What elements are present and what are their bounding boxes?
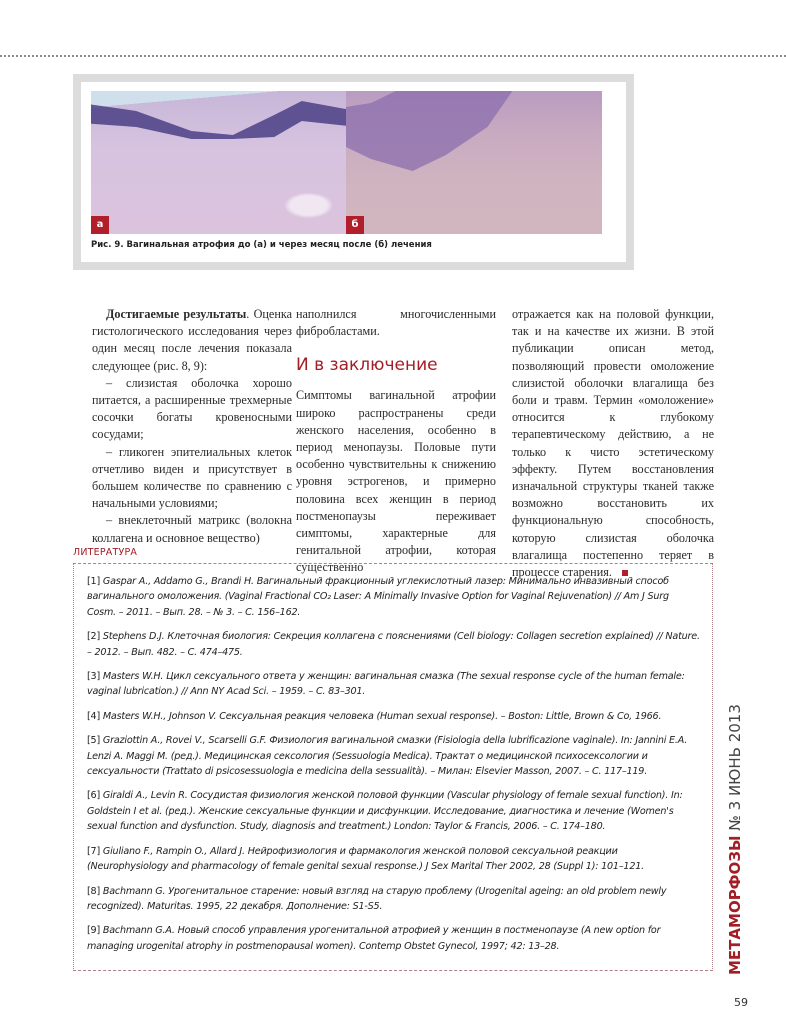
reference-number: [1] [87,576,100,587]
reference-text: Giuliano F., Rampin O., Allard J. Нейрофизиология и фармакология женской половой сексуальной реакции (Neurophysiology and pharmacology of female genital sexual response.) J Sex Marital Ther 2002, 28 (Suppl 1): 101–121. [87,845,644,873]
results-paragraph [92,306,292,375]
panel-label-b: б [346,216,364,234]
conclusion-continuation-text: отражается как на половой функции, так и на качестве их жизни. В этой публикации описан метод, позволяющий провести омоложение слизистой оболочки влагалища без боли и травм. Термин «омоложение» относится к глубокому терапевтическому действию, а не только к чисто эстетическому эффекту. Путем восстановления изначальной структуры тканей также возможно восстановить их функциональную способность, которую слизистая оболочка влагалища постепенно теряет в процессе старения. [512,307,714,580]
reference-text: Masters W.H., Johnson V. Сексуальная реакция человека (Human sexual response). – Boston: Little, Brown & Co, 1966. [102,710,662,722]
results-item-2: – гликоген эпителиальных клеток отчетливо виден и присутствует в большем количестве по сравнению с начальными условиями; [92,444,292,511]
reference-item [87,884,700,915]
reference-text: Masters W.H. Цикл сексуального ответа у женщин: вагинальная смазка (The sexual response cycle of the human female: vaginal lubrication.) // Ann NY Acad Sci. – 1959. – С. 83–301. [87,671,685,698]
reference-item [87,669,700,700]
reference-text: Gaspar A., Addamo G., Brandi H. Вагинальный фракционный углекислотный лазер: Минимально инвазивный способ вагинального омоложения. (Vaginal Fractional CO₂ Laser: A Minimally Invasive Option for Vaginal Rejuvenation) // Am J Surg Cosm. – 2011. – Вып. 28. – № 3. – С. 156–162. [87,576,669,618]
reference-text: Bachmann G. Урогенитальное старение: новый взгляд на старую проблему (Urogenital ageing: an old problem newly recognized). Maturitas. 1995, 22 декабря. Дополнение: S1-S5. [87,885,667,912]
references-box [73,563,713,971]
text-column-3 [512,306,714,581]
reference-item [87,574,700,620]
results-intro: . Оценка гистологического исследования через один месяц после лечения показала следующее (рис. 8, 9): [92,307,292,373]
text-column-1 [92,306,292,547]
reference-number: [8] [87,885,100,897]
results-lead: Достигаемые результаты [106,307,247,321]
reference-item [87,629,700,660]
reference-number: [5] [87,735,100,747]
reference-number: [7] [87,845,100,857]
continuation-text: наполнился многочисленными фибробластами. [296,307,496,339]
reference-number: [3] [87,671,100,683]
reference-number: [2] [87,631,100,643]
figure-caption: Рис. 9. Вагинальная атрофия до (а) и через месяц после (б) лечения [91,240,432,250]
conclusion-heading: И в заключение [296,355,438,376]
literature-title: ЛИТЕРАТУРА [73,547,138,558]
journal-issue: № 3 ИЮНЬ 2013 [726,704,744,836]
reference-item [87,788,700,834]
reference-number: [6] [87,790,100,802]
reference-item [87,844,700,875]
results-item-1: – слизистая оболочка хорошо питается, а расширенные трехмерные сосочки богаты кровеносными сосудами; [92,375,292,442]
reference-text: Giraldi A., Levin R. Сосудистая физиология женской половой функции (Vascular physiology of female sexual function). In: Goldstein I et al. (ред.). Женские сексуальные функции и дисфункции. Исследование, диагностика и лечение (Women's sexual function and dysfunction. Study, diagnosis and treatment.) London: Taylor & Francis, 2006. – С. 174–180. [87,790,683,833]
conclusion-paragraph: Симптомы вагинальной атрофии широко распространены среди женского населения, особенно в период менопаузы. Половые пути особенно чувствительны к снижению уровня эстрогенов, и примерно половина всех женщин в период постменопаузы переживает симптомы, характерные для генитальной атрофии, которая существенно [296,388,496,575]
journal-running-title [726,704,744,975]
figure-inner [81,82,626,262]
top-dotted-rule [0,55,786,57]
reference-item [87,733,700,779]
reference-text: Stephens D.J. Клеточная биология: Секреция коллагена с пояснениями (Cell biology: Collagen secretion explained) // Nature. – 2012. – Вып. 482. – С. 474–475. [87,631,700,658]
reference-item [87,923,700,954]
micrograph-after-image [346,91,602,234]
figure-9 [73,74,634,270]
reference-number: [9] [87,925,100,937]
conclusion-continuation [512,306,714,581]
reference-item [87,709,700,724]
results-item-3: – внеклеточный матрикс (волокна коллагена и основное вещество) [92,513,292,545]
text-column-2 [296,306,496,577]
journal-brand: МЕТАМОРФОЗЫ [726,835,744,975]
panel-label-a: а [91,216,109,234]
page-number: 59 [734,996,748,1009]
micrograph-before-image [91,91,347,234]
reference-number: [4] [87,710,100,722]
reference-text: Graziottin A., Rovei V., Scarselli G.F. Физиология вагинальной смазки (Fisiologia della lubrificazione vaginale). In: Jannini E.A. Lenzi A. Maggi M. (ред.). Медицинская сексология (Sessuologia Medica). Трактат о медицинской психосексологии и сексуальности (Trattato di psicosessuologia e medicina della sessualità). – Милан: Elsevier Masson, 2007. – С. 117–119. [87,735,688,778]
reference-text: Bachmann G.A. Новый способ управления урогенитальной атрофией у женщин в постменопаузе (A new option for managing urogenital atrophy in postmenopausal women). Contemp Obstet Gynecol, 1997; 42: 13–28. [87,925,661,952]
